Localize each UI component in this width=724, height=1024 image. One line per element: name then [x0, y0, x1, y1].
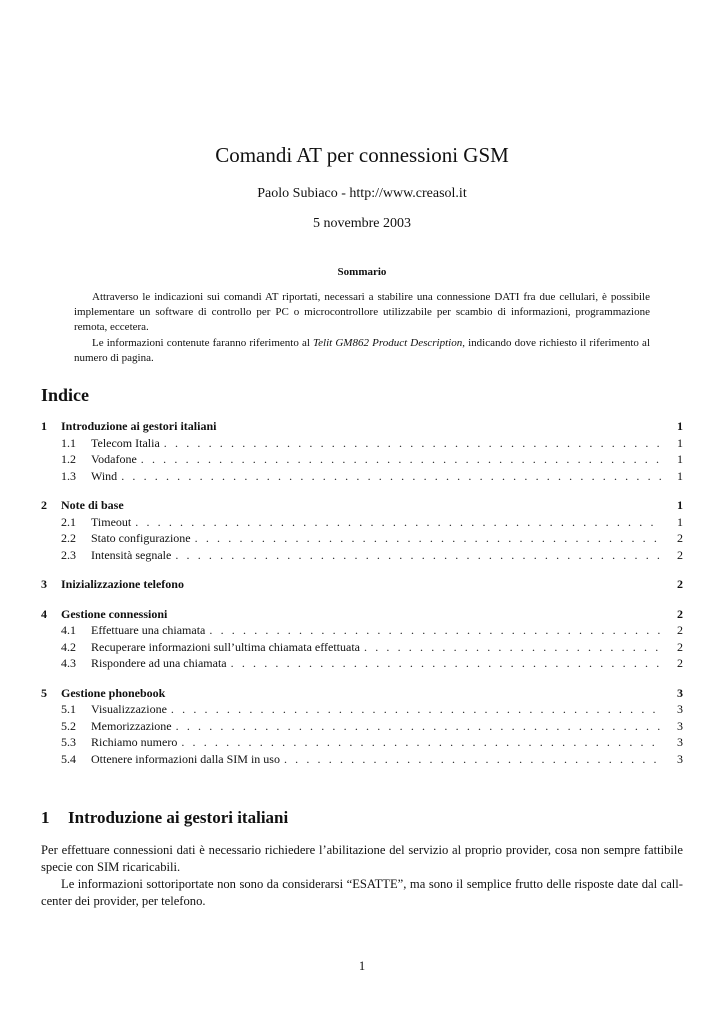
toc-page-number: 2 [677, 606, 683, 621]
toc-gap [41, 564, 683, 577]
document-date: 5 novembre 2003 [313, 216, 411, 231]
toc-leader-dots [176, 719, 661, 734]
toc-section-title: Gestione connessioni [61, 606, 168, 621]
toc-section-number: 2 [41, 498, 47, 512]
toc-subsection-title: Vodafone [91, 452, 137, 466]
toc-subsection-title: Ottenere informazioni dalla SIM in uso [91, 751, 280, 766]
abstract-text [74, 290, 650, 366]
toc-subsection-title: Rispondere ad una chiamata [91, 656, 227, 670]
toc-subsection-title: Telecom Italia [91, 435, 160, 450]
toc-subsection-number: 5.3 [61, 735, 76, 749]
toc-leader-dots [181, 735, 661, 750]
toc-page-number: 3 [677, 735, 683, 749]
toc-section-link[interactable] [41, 577, 683, 594]
toc-subsection-link[interactable] [41, 640, 683, 657]
toc-page-number: 1 [677, 419, 683, 433]
toc-subsection-title: Stato configurazione [91, 531, 191, 545]
toc-subsection-link[interactable] [41, 452, 683, 469]
section-body [41, 842, 683, 910]
toc-heading: Indice [41, 385, 90, 405]
toc-subsection-title: Wind [91, 468, 118, 483]
abstract-paragraph-1: Attraverso le indicazioni sui comandi AT riportati, necessari a stabilire una connessione DATI fra due cellulari, è possibile implementare un software di controllo per PC o microcontrollore utilizzabile per scambio di informazioni, programmazione remota, eccetera. [74, 291, 650, 334]
toc-subsection-number: 1.3 [61, 468, 76, 483]
toc-page-number: 3 [677, 751, 683, 766]
toc-subsection-title: Richiamo numero [91, 735, 178, 749]
toc-subsection-number: 4.3 [61, 656, 76, 670]
toc-subsection-number: 2.2 [61, 531, 76, 545]
toc-subsection-number: 2.1 [61, 514, 76, 529]
toc-subsection-link[interactable] [41, 735, 683, 752]
toc-gap [41, 673, 683, 686]
toc-leader-dots [164, 436, 661, 451]
section-title: Introduzione ai gestori italiani [68, 808, 289, 827]
toc-section-link[interactable] [41, 498, 683, 515]
toc-subsection-title: Timeout [91, 514, 132, 529]
toc-page-number: 3 [677, 702, 683, 716]
toc-page-number: 1 [677, 435, 683, 450]
toc-page-number: 2 [677, 547, 683, 562]
toc-page-number: 2 [677, 577, 683, 591]
toc-page-number: 2 [677, 531, 683, 545]
table-of-contents [41, 419, 683, 768]
body-paragraph-1: Per effettuare connessioni dati è necessario richiedere l’abilitazione del servizio al proprio provider, cosa non sempre fattibile specie con SIM ricaricabili. [41, 843, 683, 874]
section-heading [41, 808, 288, 828]
toc-leader-dots [141, 452, 661, 467]
toc-page-number: 1 [677, 468, 683, 483]
toc-subsection-link[interactable] [41, 548, 683, 565]
toc-gap [41, 485, 683, 498]
abstract-text-run: Le informazioni contenute faranno riferimento al [92, 336, 314, 349]
toc-subsection-link[interactable] [41, 719, 683, 736]
toc-section-title: Introduzione ai gestori italiani [61, 419, 217, 433]
toc-section-number: 1 [41, 419, 47, 433]
toc-subsection-link[interactable] [41, 436, 683, 453]
toc-page-number: 2 [677, 639, 683, 654]
toc-page-number: 2 [677, 656, 683, 670]
toc-section-link[interactable] [41, 686, 683, 703]
toc-page-number: 2 [677, 623, 683, 637]
toc-section-link[interactable] [41, 419, 683, 436]
toc-page-number: 1 [677, 452, 683, 466]
toc-subsection-link[interactable] [41, 702, 683, 719]
toc-section-number: 3 [41, 577, 47, 591]
toc-subsection-link[interactable] [41, 752, 683, 769]
toc-subsection-number: 5.2 [61, 718, 76, 733]
abstract-reference-title: Telit GM862 Product Description [313, 336, 463, 349]
toc-subsection-title: Intensità segnale [91, 547, 172, 562]
toc-leader-dots [135, 515, 661, 530]
toc-subsection-number: 1.2 [61, 452, 76, 466]
toc-subsection-number: 1.1 [61, 435, 76, 450]
toc-subsection-number: 4.1 [61, 623, 76, 637]
toc-leader-dots [175, 548, 661, 563]
toc-subsection-number: 4.2 [61, 639, 76, 654]
toc-subsection-link[interactable] [41, 515, 683, 532]
toc-subsection-title: Memorizzazione [91, 718, 172, 733]
toc-page-number: 3 [677, 685, 683, 700]
abstract-paragraph-2 [74, 336, 650, 366]
toc-leader-dots [195, 531, 661, 546]
toc-subsection-number: 5.4 [61, 751, 76, 766]
toc-leader-dots [364, 640, 661, 655]
toc-leader-dots [121, 469, 661, 484]
body-paragraph-2: Le informazioni sottoriportate non sono da considerarsi “ESATTE”, ma sono il semplice frutto delle risposte date dal call-center dei provider, per telefono. [41, 877, 683, 908]
toc-leader-dots [209, 623, 661, 638]
toc-gap [41, 594, 683, 607]
toc-leader-dots [171, 702, 661, 717]
document-author: Paolo Subiaco - http://www.creasol.it [257, 186, 467, 201]
toc-page-number: 1 [677, 498, 683, 512]
toc-subsection-title: Visualizzazione [91, 702, 167, 716]
toc-section-number: 4 [41, 606, 47, 621]
toc-subsection-title: Recuperare informazioni sull’ultima chiamata effettuata [91, 639, 360, 654]
toc-subsection-link[interactable] [41, 623, 683, 640]
toc-leader-dots [284, 752, 661, 767]
toc-section-number: 5 [41, 685, 47, 700]
toc-leader-dots [231, 656, 661, 671]
toc-subsection-number: 2.3 [61, 547, 76, 562]
abstract-heading: Sommario [337, 266, 387, 278]
document-title: Comandi AT per connessioni GSM [215, 143, 509, 167]
page-number: 1 [358, 959, 366, 973]
toc-section-title: Gestione phonebook [61, 685, 166, 700]
toc-subsection-number: 5.1 [61, 702, 76, 716]
toc-section-title: Inizializzazione telefono [61, 577, 184, 591]
toc-section-title: Note di base [61, 498, 124, 512]
toc-subsection-link[interactable] [41, 656, 683, 673]
section-number: 1 [41, 808, 50, 827]
toc-subsection-title: Effettuare una chiamata [91, 623, 206, 637]
toc-subsection-link[interactable] [41, 531, 683, 548]
toc-subsection-link[interactable] [41, 469, 683, 486]
toc-section-link[interactable] [41, 607, 683, 624]
abstract-text-run: , indicando dove richiesto il riferimento al numero di pagina. [74, 336, 650, 364]
toc-page-number: 3 [677, 718, 683, 733]
toc-page-number: 1 [677, 514, 683, 529]
